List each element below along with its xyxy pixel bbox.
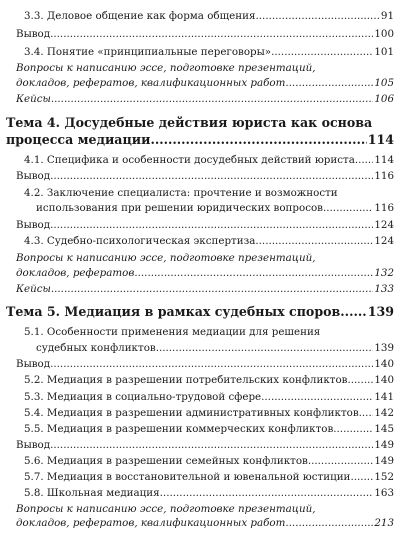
toc-entry[interactable]: Вывод ..... 149	[16, 438, 394, 452]
dot-leader	[347, 373, 373, 387]
dot-leader	[285, 516, 373, 530]
toc-entry[interactable]: 4.3. Судебно-психологическая экспертиза ..... 124	[24, 234, 394, 248]
toc-entry-line[interactable]: 4.2. Заключение специалиста: прочтение и возможности	[24, 187, 338, 199]
toc-entry[interactable]: 3.4. Понятие «принципиальные переговоры» ..... 101	[24, 45, 394, 59]
toc-entry-line[interactable]: 5.1. Особенности применения медиации для решения	[24, 326, 321, 338]
dot-leader	[50, 357, 373, 371]
dot-leader	[150, 132, 366, 148]
toc-entry-line[interactable]: Вопросы к написанию эссе, подготовке презентаций,	[16, 503, 316, 515]
toc-entry[interactable]: 3.3. Деловое общение как форма общения ..... 91	[24, 9, 394, 23]
toc-entry[interactable]: 5.3. Медиация в социально-трудовой сфере ..... 141	[24, 390, 394, 404]
topic-4-heading-line[interactable]: Тема 4. Досудебные действия юриста как основа	[6, 115, 373, 130]
toc-entry[interactable]: докладов, рефератов, квалификационных работ ..... 105	[16, 76, 394, 90]
page-number: 114	[367, 132, 394, 147]
page-number: 116	[374, 170, 394, 182]
toc-entry[interactable]: 5.7. Медиация в восстановительной и ювенальной юстиции ..... 152	[24, 470, 394, 484]
dot-leader	[255, 234, 373, 248]
page-number: 132	[374, 267, 394, 279]
dot-leader	[333, 422, 373, 436]
page-number: 149	[374, 439, 394, 451]
page-number: 141	[374, 391, 394, 403]
dot-leader	[350, 470, 373, 484]
page-number: 106	[374, 93, 394, 105]
toc-entry[interactable]: 5.4. Медиация в разрешении административных конфликтов ..... 142	[24, 406, 394, 420]
toc-entry[interactable]: 5.5. Медиация в разрешении коммерческих конфликтов ..... 145	[24, 422, 394, 436]
dot-leader	[359, 406, 374, 420]
dot-leader	[50, 27, 373, 41]
toc-entry-line[interactable]: Вопросы к написанию эссе, подготовке презентаций,	[16, 62, 316, 74]
dot-leader	[256, 9, 380, 23]
dot-leader	[156, 341, 374, 355]
page-number: 124	[374, 219, 394, 231]
toc-entry[interactable]: докладов, рефератов ..... 132	[16, 266, 394, 280]
toc-entry[interactable]: Вывод ..... 140	[16, 357, 394, 371]
toc-entry[interactable]: Вывод ..... 124	[16, 218, 394, 232]
toc-entry[interactable]: Вывод ..... 100	[16, 27, 394, 41]
dot-leader	[51, 282, 373, 296]
dot-leader	[323, 201, 373, 215]
dot-leader	[50, 438, 373, 452]
dot-leader	[160, 486, 374, 500]
topic-5-heading[interactable]: Тема 5. Медиация в рамках судебных споров ..... 139	[6, 304, 394, 320]
toc-entry[interactable]: 5.8. Школьная медиация ..... 163	[24, 486, 394, 500]
page-number: 139	[374, 342, 394, 354]
dot-leader	[308, 454, 374, 468]
page-number: 101	[374, 46, 394, 58]
toc-entry-line[interactable]: Вопросы к написанию эссе, подготовке презентаций,	[16, 252, 316, 264]
page-number: 149	[374, 455, 394, 467]
dot-leader	[340, 304, 366, 320]
dot-leader	[285, 76, 373, 90]
page-number: 213	[374, 517, 394, 529]
topic-4-heading[interactable]: процесса медиации ..... 114	[6, 132, 394, 148]
page-number: 145	[374, 423, 394, 435]
dot-leader	[134, 266, 373, 280]
page-number: 100	[374, 28, 394, 40]
toc-entry[interactable]: судебных конфликтов ..... 139	[36, 341, 394, 355]
dot-leader	[50, 218, 373, 232]
page-number: 139	[367, 304, 394, 319]
page-number: 114	[374, 154, 394, 166]
dot-leader	[355, 153, 374, 167]
page-number: 163	[374, 487, 394, 499]
page-number: 116	[374, 202, 394, 214]
page-number: 142	[374, 407, 394, 419]
toc-entry[interactable]: Кейсы ..... 106	[16, 92, 394, 106]
page-number: 124	[374, 235, 394, 247]
dot-leader	[261, 390, 373, 404]
page-number: 140	[374, 374, 394, 386]
toc-entry[interactable]: 5.2. Медиация в разрешении потребительских конфликтов ..... 140	[24, 373, 394, 387]
toc-entry[interactable]: докладов, рефератов, квалификационных работ ..... 213	[16, 516, 394, 530]
dot-leader	[51, 92, 373, 106]
toc-entry[interactable]: использования при решении юридических вопросов ..... 116	[36, 201, 394, 215]
page-number: 105	[374, 77, 394, 89]
dot-leader	[50, 169, 373, 183]
toc-entry[interactable]: 4.1. Специфика и особенности досудебных действий юриста ..... 114	[24, 153, 394, 167]
toc-entry[interactable]: Вывод ..... 116	[16, 169, 394, 183]
page-number: 152	[374, 471, 394, 483]
page-number: 91	[380, 10, 394, 22]
page-number: 133	[374, 283, 394, 295]
toc-entry[interactable]: 5.6. Медиация в разрешении семейных конфликтов ..... 149	[24, 454, 394, 468]
page-number: 140	[374, 358, 394, 370]
toc-entry[interactable]: Кейсы ..... 133	[16, 282, 394, 296]
dot-leader	[271, 45, 373, 59]
